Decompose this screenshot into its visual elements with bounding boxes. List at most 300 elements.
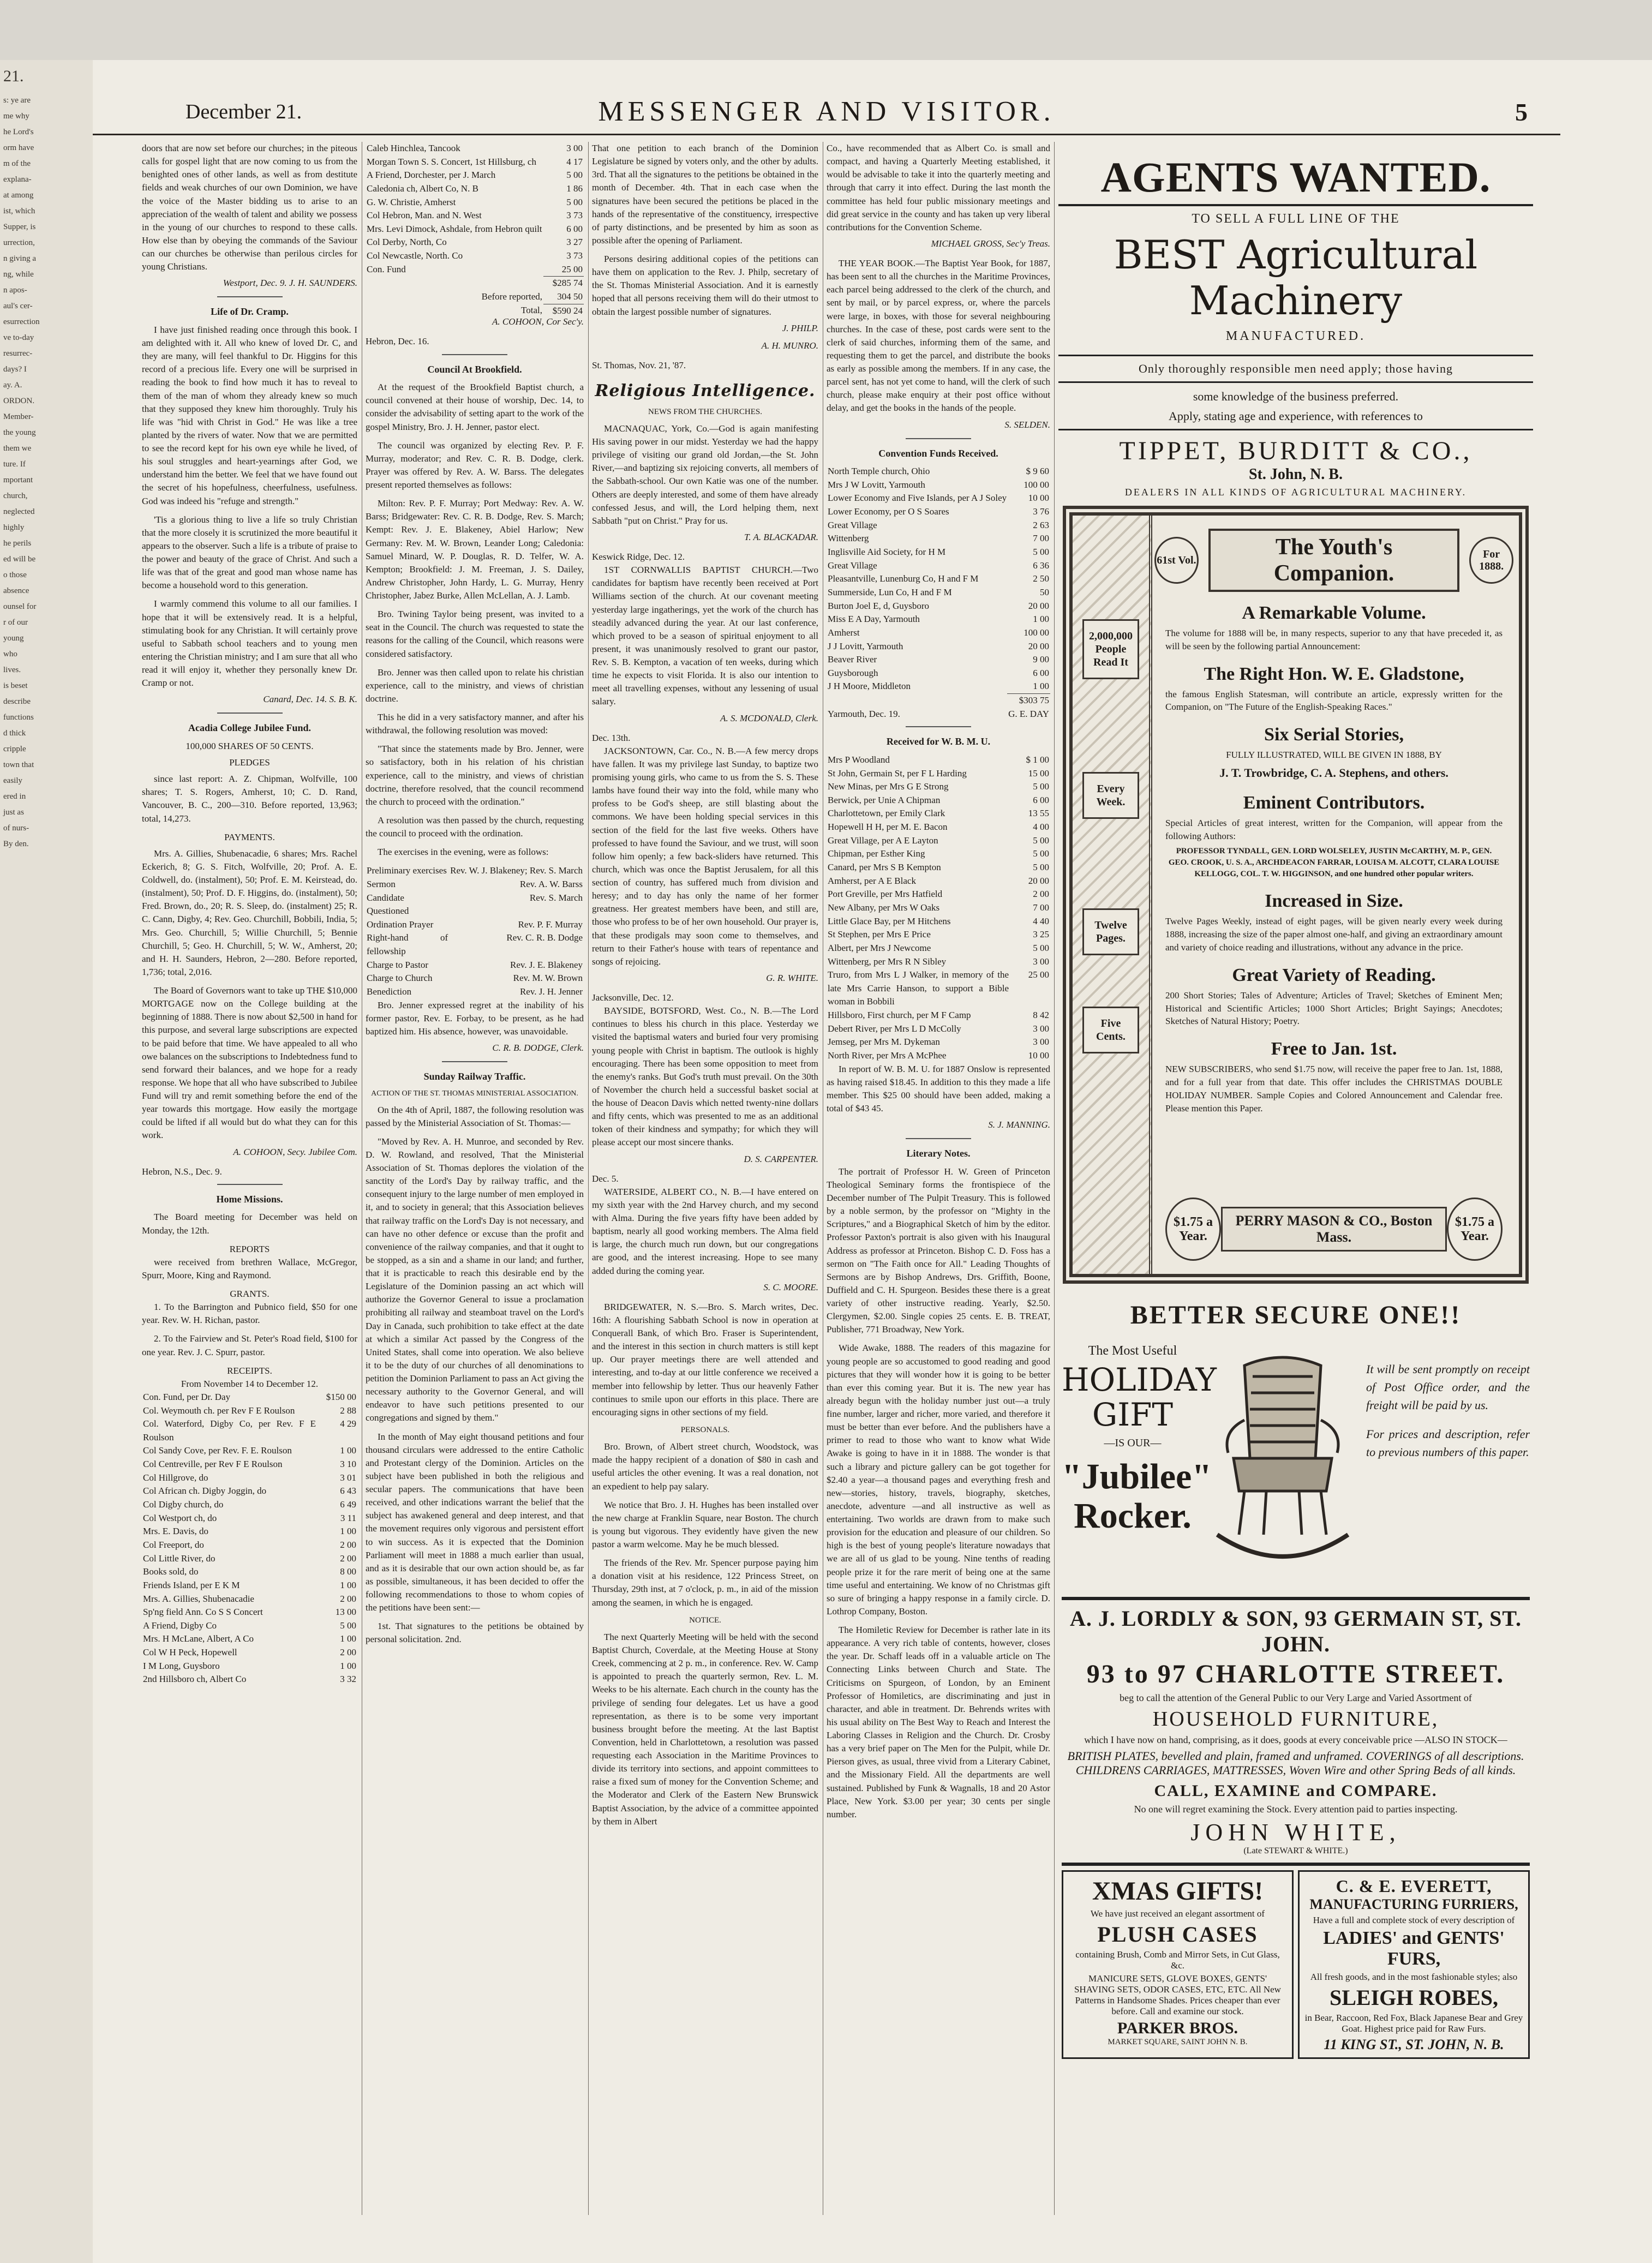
ad-heading: Six Serial Stories, <box>1264 725 1404 745</box>
table-row <box>142 1646 357 1660</box>
adjacent-page-fragment: Supper, is <box>3 223 36 231</box>
table-row <box>827 821 1050 834</box>
paragraph: THE YEAR BOOK.—The Baptist Year Book, for 1887, has been sent to all the churches in the Maritime Provinces, each parcel being addressed to the clerk of the church, and sent by mail, or by parcel express, or, where the parcels were large, in boxes, with those for several neighbouring churches. In the case of these, post cards were sent to the clerk of said churches, informing them of the same, and requesting them to get the parcel, and distribute the books as early as possible among the members. If in any case, the parcel sent, has not yet come to hand, will the clerk of such church, please make enquiry at their post office without delay, and get the books in the hands of the people. <box>827 258 1050 414</box>
xmas-gifts-ad <box>1062 1870 1294 2059</box>
ledger-entry: Great Village <box>828 519 877 530</box>
ledger-amount: 5 00 <box>1033 862 1049 873</box>
paragraph: Co., have recommended that as Albert Co. is small and compact, and having a Quarterly Meeting established, it would be advisable to take it into the quarterly meeting and through that carry it into effect. During the last month the committee has held four public missionary meetings and did great service in the county and has taken up very liberal contributions for the Convention Scheme. <box>827 143 1050 232</box>
ad-text: For prices and description, refer to previous numbers of this paper. <box>1366 1427 1530 1459</box>
ledger-amount: Rev. P. F. Murray <box>518 919 583 930</box>
ledger-entry: Mrs. A. Gillies, Shubenacadie <box>143 1593 254 1604</box>
paragraph: WATERSIDE, ALBERT CO., N. B.—I have entered on my sixth year with the 2nd Harvey church, and my second with Alma. During the five years fifty have been added by baptism, nearly all good working members. The Alma field is large, the church much run down, but our congregations are good, and the interest increasing. Hope to see many added during the coming year. <box>592 1186 818 1276</box>
ledger-amount: 5 00 <box>1033 848 1049 859</box>
signature: A. H. MUNRO. <box>761 340 818 351</box>
ad-text: which I have now on hand, comprising, as it does, goods at every conceivable price —ALSO IN STOCK— <box>1084 1734 1507 1745</box>
adjacent-page-fragment: ORDON. <box>3 397 35 405</box>
year-medallion: For 1888. <box>1469 537 1513 584</box>
ad-text: J. T. Trowbridge, C. A. Stephens, and others. <box>1219 765 1449 780</box>
ledger-amount: 10 00 <box>1028 493 1049 504</box>
headline-convention-funds: Convention Funds Received. <box>878 447 998 459</box>
price-badge: Five Cents. <box>1082 1007 1139 1053</box>
ledger-amount: 3 00 <box>1033 1023 1049 1034</box>
ledger-entry: Berwick, per Unie A Chipman <box>828 794 941 805</box>
table-row <box>142 1593 357 1606</box>
ledger-amount: 1 00 <box>1033 681 1049 692</box>
table-row <box>827 667 1050 680</box>
adjacent-page-fragment: Member- <box>3 412 34 421</box>
adjacent-page-strip <box>0 60 94 2263</box>
table-row <box>366 236 584 249</box>
paragraph: The friends of the Rev. Mr. Spencer purpose paying him a donation visit at his residence, 122 Princess Street, on Thursday, 29th inst, at 7 o'clock, p. m., in aid of the mission among the seamen, in which he is engaged. <box>592 1558 818 1608</box>
ledger-amount: 1 86 <box>566 183 583 194</box>
ledger-amount: 2 00 <box>340 1647 356 1658</box>
ledger-entry: Mrs. Levi Dimock, Ashdale, from Hebron quilt <box>367 223 542 234</box>
paragraph: Bro. Brown, of Albert street church, Woodstock, was made the happy recipient of a donation of $80 in cash and useful articles the other evening. It was a real donation, not an expedient to help pay salary. <box>592 1441 818 1492</box>
exercises-table <box>366 864 584 998</box>
table-row <box>366 891 584 918</box>
table-row <box>142 1471 357 1485</box>
ledger-amount: 15 00 <box>1028 768 1049 779</box>
ledger-entry: Col Hillgrove, do <box>143 1472 208 1483</box>
ad-firm-name: PARKER BROS. <box>1117 2019 1238 2037</box>
ledger-entry: Wittenberg, per Mrs R N Sibley <box>828 956 947 967</box>
divider <box>442 354 507 355</box>
adjacent-page-fragment: cripple <box>3 745 26 753</box>
table-row <box>827 694 1050 708</box>
ledger-amount: $150 00 <box>326 1391 356 1402</box>
table-row <box>366 169 584 182</box>
ad-heading: The Right Hon. W. E. Gladstone, <box>1204 663 1464 684</box>
ledger-amount: $ 1 00 <box>1026 754 1049 765</box>
ad-firm-name: TIPPET, BURDITT & CO., <box>1119 436 1473 465</box>
ledger-entry: Burton Joel E, d, Guysboro <box>828 600 930 611</box>
ledger-amount: $ 9 60 <box>1026 466 1049 477</box>
ledger-amount: 2 00 <box>340 1593 356 1604</box>
adjacent-page-fragment: aul's cer- <box>3 302 33 310</box>
signature: C. R. B. DODGE, Clerk. <box>492 1043 584 1053</box>
table-row <box>827 586 1050 600</box>
adjacent-page-fragment: o those <box>3 571 27 579</box>
adjacent-page-fragment: ered in <box>3 792 26 801</box>
signature: D. S. CARPENTER. <box>744 1153 818 1164</box>
ledger-entry: Col Centreville, per Rev F E Roulson <box>143 1459 283 1470</box>
paragraph: 'Tis a glorious thing to live a life so truly Christian that the more closely it is scrutinized the more beautiful it appears to the observer. Such a life is a tribute of praise to the power and beauty of the grace of Christ. And such a life was that of the great and good man whose name has become a household word to this generation. <box>142 514 357 591</box>
rocking-chair-illustration <box>1212 1349 1354 1578</box>
table-row <box>142 1632 357 1646</box>
price-medallion: $1.75 a Year. <box>1165 1198 1221 1261</box>
ledger-amount: 5 00 <box>340 1620 356 1631</box>
ad-text: All fresh goods, and in the most fashionable styles; also <box>1310 1972 1518 1982</box>
adjacent-page-fragment: n apos- <box>3 286 27 295</box>
ledger-entry: New Albany, per Mrs W Oaks <box>828 902 940 913</box>
table-row <box>366 985 584 999</box>
signature: Canard, Dec. 14. S. B. K. <box>263 694 357 705</box>
table-row <box>142 1538 357 1552</box>
table-row <box>827 968 1050 1009</box>
ledger-entry: Albert, per Mrs J Newcome <box>828 942 931 953</box>
ledger-amount: 6 00 <box>566 223 583 234</box>
adjacent-page-fragment: town that <box>3 761 34 769</box>
table-row <box>366 290 584 304</box>
signature: A. S. MCDONALD, Clerk. <box>720 713 818 723</box>
column-1 <box>142 142 357 2215</box>
ledger-entry: Col Newcastle, North. Co <box>367 250 463 261</box>
pages-badge: Twelve Pages. <box>1082 908 1139 955</box>
subtotal: $285 74 <box>543 277 584 290</box>
issue-date: December 21. <box>185 100 302 123</box>
ad-headline: BETTER SECURE ONE!! <box>1130 1301 1462 1330</box>
table-row <box>827 915 1050 929</box>
adjacent-page-fragment: church, <box>3 492 28 500</box>
ad-headline: SLEIGH ROBES, <box>1329 1985 1498 2010</box>
table-row <box>142 1552 357 1566</box>
paragraph: The exercises in the evening, were as follows: <box>378 847 549 858</box>
adjacent-page-fragment: who <box>3 650 17 658</box>
ledger-amount: 3 00 <box>1033 956 1049 967</box>
adjacent-page-fragment: By den. <box>3 840 29 848</box>
table-row <box>827 1009 1050 1022</box>
table-row <box>142 1606 357 1619</box>
adjacent-page-fragment: resurrec- <box>3 349 33 358</box>
ledger-entry: Col. Waterford, Digby Co, per Rev. F E Roulson <box>143 1418 316 1442</box>
paragraph: The Homiletic Review for December is rather late in its appearance. A very rich table of contents, however, closes the year. Dr. Schaff leads off in a valuable article on The Connecting Links between Church and State. The Criticisms on Spurgeon, of London, by an Eminent Professor of Homiletics, are discriminating and just in character, and able in treatment. Dr. Behrends writes with his usual ability on The Best Way to Reach and Interest the Laboring Classes in Religion and the Church. Dr. Crosby has a very brief paper on The Men for the Pulpit, while Dr. Pierson gives, as usual, three vivid from a Literary Cabinet, and the Missionary Field. All the departments are well sustained. Published by Funk & Wagnalls, 18 and 20 Astor Place, New York. $3.00 per year; 30 cents per single number. <box>827 1625 1050 1819</box>
ad-firm-name: JOHN WHITE, <box>1190 1819 1401 1846</box>
ledger-entry: New Minas, per Mrs G E Strong <box>828 781 949 792</box>
ad-text: containing Brush, Comb and Mirror Sets, in Cut Glass, &c. <box>1075 1949 1280 1971</box>
ledger-amount: Rev. J. E. Blakeney <box>510 959 583 970</box>
column-rule <box>588 142 589 2215</box>
table-row <box>366 142 584 155</box>
ledger-amount: 2 00 <box>340 1539 356 1550</box>
ledger-entry: Col African ch. Digby Joggin, do <box>143 1486 267 1496</box>
ad-headline: LADIES' and GENTS' FURS, <box>1323 1928 1505 1969</box>
ledger-amount: 1 00 <box>1033 614 1049 625</box>
amount: $303 75 <box>1007 694 1050 708</box>
paragraph: were received from brethren Wallace, McGregor, Spurr, Moore, King and Raymond. <box>142 1256 357 1280</box>
youths-companion-footer <box>1154 1198 1513 1261</box>
ledger-entry: Col W H Peck, Hopewell <box>143 1647 237 1658</box>
ledger-amount: 3 76 <box>1033 506 1049 517</box>
ledger-entry: Wittenberg <box>828 533 869 544</box>
ledger-entry: Great Village <box>828 560 877 571</box>
ledger-amount: 5 00 <box>1033 781 1049 792</box>
ad-text: The Most Useful <box>1088 1344 1177 1358</box>
ad-text: 200 Short Stories; Tales of Adventure; Articles of Travel; Sketches of Eminent Men; Historical and Scientific Articles; 1000 Short Articles; Bright Sayings; Anecdotes; Sketches of Natural History; Poetry. <box>1165 990 1503 1027</box>
ledger-entry: Debert River, per Mrs L D McColly <box>828 1023 961 1034</box>
adjacent-page-fragment: explana- <box>3 175 32 184</box>
receipts-table <box>142 1391 357 1686</box>
adjacent-page-fragment: easily <box>3 776 22 785</box>
table-row <box>142 1391 357 1404</box>
paragraph: The portrait of Professor H. W. Green of Princeton Theological Seminary forms the frontispiece of the December number of The Pulpit Treasury. This is followed by a noble sermon, by the professor on "Mighty in the Scriptures," and a Biographical Sketch of him by the editor. Professor Paxton's portrait is also given with his Inaugural Address as professor at Princeton. Bishop C. D. Foss has a sermon on "The Faith once for All." Leading Thoughts of Sermons are by Bishop Andrews, Drs. Griffith, Boone, Duffield and C. H. Spurgeon. Besides these there is a great variety of other instructive reading. Yearly, $2.50. Clergymen, $2.00. Single copies 25 cents. E. B. TREAT, Publisher, 771 Broadway, New York. <box>827 1166 1050 1335</box>
table-row <box>142 1525 357 1538</box>
ad-text: PROFESSOR TYNDALL, GEN. LORD WOLSELEY, JUSTIN McCARTHY, M. P., GEN. GEO. CROOK, U. S. A., ARCHDEACON FARRAR, LOUISA M. ALCOTT, CLARA LOUISE KELLOGG, COL. T. W. HIGGINSON, and one hundred other popular writers. <box>1168 847 1500 879</box>
adjacent-page-fragment: just as <box>3 808 24 817</box>
ledger-entry: A Friend, Dorchester, per J. March <box>367 170 496 181</box>
adjacent-page-fragment: urrection, <box>3 238 35 247</box>
signature: S. C. MOORE. <box>763 1282 818 1292</box>
receipts-table <box>366 142 584 276</box>
ad-text: MANUFACTURED. <box>1225 329 1366 343</box>
ledger-entry: Ordination Prayer <box>367 919 434 930</box>
ledger-amount: Rev. J. H. Jenner <box>519 986 583 997</box>
circulation-badge: 2,000,000 People Read It <box>1082 619 1139 679</box>
paragraph: Milton: Rev. P. F. Murray; Port Medway: Rev. A. W. Barss; Bridgewater: Rev. C. R. B. Dodge, Rev. S. March; Kempt: Rev. J. E. Blakeney, Abiel Harlow; New Germany: Rev. M. W. Brown, Leander Long; Caledonia: Samuel Minard, W. P. Douglas, R. D. Telfer, W. A. Kempton; Brookfield: J. M. Freeman, J. S. Dailey, Andrew Christopher, John Hardy, L. G. Murray, Henry Christopher, Jabez Burke, Allen McLellan, A. J. Lamb. <box>366 498 584 601</box>
table-row <box>827 680 1050 693</box>
adjacent-page-fragment: lives. <box>3 666 21 674</box>
ledger-amount: 3 11 <box>340 1512 356 1523</box>
table-row <box>366 972 584 985</box>
subhead: NOTICE. <box>689 1615 721 1625</box>
subhead: NEWS FROM THE CHURCHES. <box>648 407 762 416</box>
paragraph: A resolution was then passed by the church, requesting the council to proceed with the ordination. <box>366 815 584 839</box>
paragraph: I have just finished reading once through this book. I am delighted with it. All who knew of loved Dr. C, and they are many, will feel thankful to Dr. Higgins for this record of a precious life. Every one will be surprised in reading the book to find how much it has to reveal to them of the man of whom they already knew so much that they supposed they knew him thoroughly. Truly his life was "hid with Christ in God." He was like a tree planted by the rivers of water. Now that we are permitted to see the record kept for his own eye while he lived, of his soul struggles and heart-yearnings after God, we understand him the better. We feel that we have found out the secret of his hopefulness, cheerfulness, usefulness. God was indeed his "refuge and strength." <box>142 324 357 506</box>
table-row <box>827 600 1050 613</box>
divider <box>906 726 971 727</box>
table-row <box>827 546 1050 559</box>
ledger-amount: 13 55 <box>1028 808 1049 819</box>
table-row <box>827 753 1050 767</box>
label: Before reported, <box>481 291 542 302</box>
convention-funds-table <box>827 465 1050 693</box>
ledger-entry: Caledonia ch, Albert Co, N. B <box>367 183 478 194</box>
ad-text: Have a full and complete stock of every description of <box>1313 1915 1515 1925</box>
adjacent-page-fragment: ng, while <box>3 270 34 279</box>
ornamental-border <box>1073 516 1152 1274</box>
paragraph: 2. To the Fairview and St. Peter's Road field, $100 for one year. Rev. J. C. Spurr, pastor. <box>142 1333 357 1357</box>
paragraph: "That since the statements made by Bro. Jenner, were so satisfactory, both in his relation of his christian experience, call to the ministry, and views of christian doctrine, therefore resolved, that the council recommend the church to proceed with the ordination." <box>366 744 584 807</box>
ledger-entry: Charge to Pastor <box>367 959 429 970</box>
ad-text: TO SELL A FULL LINE OF THE <box>1192 212 1400 226</box>
subhead: PLEDGES <box>229 757 270 768</box>
ledger-entry: Sp'ng field Ann. Co S S Concert <box>143 1607 263 1618</box>
subhead: PERSONALS. <box>680 1425 730 1434</box>
subhead: 100,000 SHARES OF 50 CENTS. <box>185 740 314 751</box>
adjacent-page-fragment: he perils <box>3 539 32 548</box>
column-rule <box>1054 142 1055 2215</box>
youths-companion-ad <box>1063 506 1529 1284</box>
paragraph: That one petition to each branch of the Dominion Legislature be signed by voters only, and the other by adults. 3rd. That all the signatures to the petitions be obtained in the month of December. 4th. That in each case when the signatures have been secured the petitions be placed in the hands of the representative of the constituency, irrespective of party distinctions, and be presented by him as soon as possible after the opening of Parliament. <box>592 143 818 246</box>
paragraph: On the 4th of April, 1887, the following resolution was passed by the Ministerial Association of St. Thomas:— <box>366 1104 584 1128</box>
ad-headline: "Jubilee" Rocker. <box>1062 1456 1212 1536</box>
adjacent-page-fragment: ture. If <box>3 460 26 469</box>
label: Total, <box>521 305 542 316</box>
ledger-amount: 3 27 <box>566 237 583 248</box>
table-row <box>827 875 1050 888</box>
magazine-title: The Youth's Companion. <box>1208 529 1459 592</box>
paragraph: BRIDGEWATER, N. S.—Bro. S. March writes, Dec. 16th: A flourishing Sabbath School is now in operation at Conquerall Bank, of which Bro. Fraser is Superintendent, and the interest in this section in church matters is still kept up. Our prayer meetings there are well attended and interesting, and to-day at our little conference we received a member into fellowship by letter. Thus our heavenly Father continues to smile upon our efforts in this place. There are encouraging signs in other sections of my field. <box>592 1301 818 1417</box>
paragraph: In the month of May eight thousand petitions and four thousand circulars were addressed to the entire Catholic and Protestant clergy of the Dominion. Articles on the subject have been published in both the religious and secular papers. The communications that have been received, and other indications warrant the belief that the subject has awakened general and deep interest, and that the movement requires only vigorous and persistent effort to win success. As it is expected that the Dominion Parliament will meet in 1888 a much earlier than usual, and as it is desirable that our own action should be, as far as possible, simultaneous, it has been decided to offer the following recommendations to those to whom copies of the petitions have been sent:— <box>366 1431 584 1613</box>
table-row <box>827 708 1050 721</box>
adjacent-page-fragment: is beset <box>3 681 28 690</box>
ad-text: MANICURE SETS, GLOVE BOXES, GENTS' SHAVING SETS, ODOR CASES, ETC, ETC. All New Patterns in Handsome Shades. Prices cheaper than ever before. Call and examine our stock. <box>1074 1973 1281 2016</box>
adjacent-page-fragment: describe <box>3 697 31 706</box>
ledger-amount: 8 00 <box>340 1566 356 1577</box>
adjacent-page-fragment: mportant <box>3 476 33 484</box>
ledger-entry: Books sold, do <box>143 1566 199 1577</box>
table-row <box>827 532 1050 546</box>
paper-title: MESSENGER AND VISITOR. <box>598 96 1055 127</box>
signature: J. PHILP. <box>782 322 818 333</box>
table-row <box>827 505 1050 519</box>
ledger-amount: 1 00 <box>340 1633 356 1644</box>
ad-text: No one will regret examining the Stock. Every attention paid to parties inspecting. <box>1134 1804 1458 1815</box>
column-3 <box>592 142 818 2215</box>
ledger-entry: Canard, per Mrs S B Kempton <box>828 862 941 873</box>
table-row <box>366 931 584 958</box>
ledger-amount: 20 00 <box>1028 875 1049 886</box>
ledger-entry: Col Sandy Cove, per Rev. F. E. Roulson <box>143 1445 292 1456</box>
dateline: Keswick Ridge, Dec. 12. <box>592 552 685 562</box>
headline-literary: Literary Notes. <box>906 1148 971 1159</box>
paragraph: The Board of Governors want to take up THE $10,000 MORTGAGE now on the College building at the beginning of 1888. There is now about $2,500 in hand for this purpose, and several large subscriptions are expected to be paid before that time. We have appealed to all who owe balances on the subscriptions to Indebtedness fund to send forward their balances, and we hope for a ready response. We hope that all who have subscribed to Jubilee Fund will try and remit something before the end of the year towards this mortgage. How easily the mortgage could be lifted if all would but do what they can for this work. <box>142 985 357 1141</box>
ledger-amount: 25 00 <box>1028 969 1049 980</box>
ad-text: FULLY ILLUSTRATED, WILL BE GIVEN IN 1888, BY <box>1226 750 1442 761</box>
table-row <box>827 955 1050 969</box>
ad-text: NEW SUBSCRIBERS, who send $1.75 now, will receive the paper free to Jan. 1st, 1888, and for a full year from that date. This offer includes the CHRISTMAS DOUBLE HOLIDAY NUMBER. Sample Copies and Colored Announcement and Calendar free. Please mention this Paper. <box>1165 1064 1503 1113</box>
ledger-amount: 1 00 <box>340 1445 356 1456</box>
ad-text: the famous English Statesman, will contribute an article, expressly written for the Companion, on "The Future of the English-Speaking Races." <box>1165 689 1503 713</box>
adjacent-page-fragment: esurrection <box>3 318 40 326</box>
signature: G. E. DAY <box>1008 708 1049 719</box>
ledger-amount: 20 00 <box>1028 600 1049 611</box>
ledger-amount: 2 00 <box>340 1553 356 1564</box>
signature: T. A. BLACKADAR. <box>744 531 818 542</box>
price-medallion: $1.75 a Year. <box>1447 1198 1503 1261</box>
adjacent-page-fragment: at among <box>3 191 34 200</box>
adjacent-page-fragment: ed will be <box>3 555 36 564</box>
table-row <box>142 1484 357 1498</box>
signature: A. COHOON, Secy. Jubilee Com. <box>233 1146 357 1157</box>
signature: Westport, Dec. 9. J. H. SAUNDERS. <box>223 278 357 289</box>
table-row <box>827 847 1050 861</box>
adjacent-page-fragment: d thick <box>3 729 26 738</box>
table-row <box>366 223 584 236</box>
ledger-entry: Benediction <box>367 986 412 997</box>
ledger-entry: Truro, from Mrs L J Walker, in memory of the late Mrs Carrie Hanson, to support a Bible woman in Bobbili <box>828 969 1009 1007</box>
table-row <box>366 182 584 196</box>
ledger-entry: Col Derby, North, Co <box>367 237 447 248</box>
subhead: GRANTS. <box>230 1289 270 1300</box>
ledger-entry: St Stephen, per Mrs E Price <box>828 929 931 940</box>
ledger-entry: Col Digby church, do <box>143 1499 224 1510</box>
ad-text: We have just received an elegant assortment of <box>1090 1908 1265 1919</box>
volume-medallion: 61st Vol. <box>1154 537 1199 584</box>
ledger-amount: 3 10 <box>340 1459 356 1470</box>
ad-text: Twelve Pages Weekly, instead of eight pages, will be given nearly every week during 1888, increasing the size of the paper almost one-half, and giving an extraordinary amount and variety of choice reading and illustrations, without any advance in the price. <box>1165 916 1503 953</box>
divider <box>906 1138 971 1139</box>
ledger-amount: 5 00 <box>1033 547 1049 558</box>
ledger-amount: 2 88 <box>340 1405 356 1416</box>
adjacent-page-fragment: ay. A. <box>3 381 22 390</box>
ad-headline: HOUSEHOLD FURNITURE, <box>1152 1708 1439 1731</box>
divider <box>217 1184 283 1185</box>
table-row <box>142 1579 357 1593</box>
ad-text: It will be sent promptly on receipt of Post Office order, and the freight will be paid by us. <box>1366 1362 1530 1412</box>
ad-headline: CALL, EXAMINE and COMPARE. <box>1154 1782 1438 1800</box>
dateline: Jacksonville, Dec. 12. <box>592 992 674 1003</box>
adjacent-page-number: 21. <box>3 67 24 85</box>
adjacent-page-fragment: m of the <box>3 159 31 168</box>
table-row <box>142 1498 357 1512</box>
ledger-amount: 4 17 <box>566 156 583 167</box>
table-row <box>827 465 1050 478</box>
paragraph: Mrs. A. Gillies, Shubenacadie, 6 shares; Mrs. Rachel Eckerich, 8; G. S. Fitch, Wolfville, 20; Prof. A. E. Coldwell, do. (instalment), 50; Prof. E. M. Keirstead, do. (instalment), 50; Prof. D. F. Higgins, do. (instalment), 50; Fred. Brown, do., 20; R. S. Sleep, do. (instalment) 25; R. C. Cann, Digby, 4; Rev. Geo. Churchill, Bobbili, India, 5; Mrs. Geo. Churchill, 5; Willie Churchill, 5; Bennie Churchill, 5; Geo. H. Churchill, 5; W. W., Amherst, 20; and H. H. Saunders, Hebron, 2—280. Before reported, 1,736; total, 2,016. <box>142 848 357 977</box>
ledger-entry: J J Lovitt, Yarmouth <box>828 640 903 651</box>
ledger-entry: Amherst, per A E Black <box>828 875 916 886</box>
dateline: St. Thomas, Nov. 21, '87. <box>592 360 686 370</box>
signature: G. R. WHITE. <box>766 972 818 983</box>
divider <box>906 438 971 439</box>
ledger-entry: Right-hand of fellowship <box>367 932 448 957</box>
ledger-amount: 5 00 <box>1033 942 1049 953</box>
adjacent-page-fragment: n giving a <box>3 254 36 263</box>
everett-furriers-ad <box>1298 1870 1530 2059</box>
youths-companion-body <box>1154 516 1513 1274</box>
table-row <box>827 928 1050 942</box>
table-row <box>827 1022 1050 1036</box>
ad-text: Apply, stating age and experience, with references to <box>1058 409 1533 430</box>
bottom-ads-row <box>1062 1870 1530 2059</box>
ledger-amount: 100 00 <box>1023 627 1049 638</box>
ledger-entry: Col Hebron, Man. and N. West <box>367 210 482 221</box>
table-row <box>827 1035 1050 1049</box>
ledger-entry: Mrs. E. Davis, do <box>143 1526 208 1537</box>
table-row <box>827 794 1050 807</box>
ad-heading: Free to Jan. 1st. <box>1271 1039 1397 1059</box>
paragraph: Bro. Jenner expressed regret at the inability of his former pastor, Rev. E. Forbay, to be present, as he had baptized him. His absence, however, was unavoidable. <box>366 999 584 1037</box>
page-number: 5 <box>1515 98 1528 126</box>
ad-text: beg to call the attention of the General Public to our Very Large and Varied Assortment of <box>1120 1692 1472 1703</box>
ledger-entry: 2nd Hillsboro ch, Albert Co <box>143 1674 247 1685</box>
ledger-entry: I M Long, Guysboro <box>143 1660 220 1671</box>
ad-address: 11 KING ST., ST. JOHN, N. B. <box>1324 2037 1504 2052</box>
ledger-amount: 5 00 <box>566 196 583 207</box>
table-row <box>827 861 1050 875</box>
masthead <box>93 90 1560 135</box>
ad-firm-name: A. J. LORDLY & SON, 93 GERMAIN ST, ST. JOHN. <box>1069 1606 1522 1656</box>
ad-text: DEALERS IN ALL KINDS OF AGRICULTURAL MACHINERY. <box>1124 487 1467 498</box>
ledger-entry: Mrs J W Lovitt, Yarmouth <box>828 479 925 490</box>
ad-headline: BEST Agricultural Machinery <box>1114 232 1478 324</box>
paragraph: 1st. That signatures to the petitions be obtained by personal solicitation. 2nd. <box>366 1621 584 1645</box>
table-row <box>827 613 1050 626</box>
ledger-entry: Friends Island, per E K M <box>143 1579 240 1590</box>
wbmu-table <box>827 753 1050 1063</box>
paragraph: Bro. Jenner was then called upon to relate his christian experience, call to the ministry, and views of christian doctrine. <box>366 667 584 704</box>
amount: $590 24 <box>543 304 584 318</box>
ledger-amount: 4 29 <box>340 1418 356 1429</box>
ledger-amount: 8 42 <box>1033 1010 1049 1021</box>
table-row <box>827 888 1050 901</box>
article-continuation: doors that are now set before our churches; in the piteous calls for gospel light that are now coming to us from the benighted ones of other lands, as well as from destitute fields and weak churches of our own Dominion, we have the voice of the Master bidding us to arise to an appreciation of the wealth of talent and ability we possess in the young of our churches to respond to these calls. How else than by obeying the commands of the Saviour can our churches be otherwise than perilous circles for young Christians. <box>142 143 357 272</box>
ledger-amount: 7 00 <box>1033 533 1049 544</box>
ledger-amount: 3 73 <box>566 210 583 221</box>
adjacent-page-fragment: functions <box>3 713 34 722</box>
ad-headline: AGENTS WANTED. <box>1058 153 1533 206</box>
ledger-entry: Amherst <box>828 627 860 638</box>
paragraph: This he did in a very satisfactory manner, and after his withdrawal, the following resolution was moved: <box>366 712 584 736</box>
table-row <box>142 1458 357 1471</box>
ad-address: St. John, N. B. <box>1249 466 1343 483</box>
table-row <box>827 640 1050 654</box>
adjacent-page-fragment: he Lord's <box>3 128 34 136</box>
signature: MICHAEL GROSS, Sec'y Treas. <box>931 238 1050 249</box>
ad-text: (Late STEWART & WHITE.) <box>1243 1846 1348 1855</box>
table-row <box>827 626 1050 640</box>
subhead: ACTION OF THE ST. THOMAS MINISTERIAL ASSOCIATION. <box>371 1089 578 1098</box>
paragraph: The next Quarterly Meeting will be held with the second Baptist Church, Coverdale, at the Meeting House at Stony Creek, commencing at 2 p. m., in conference. Rev. W. Camp is appointed to preach the quarterly sermon, Rev. L. M. Weeks to be his alternate. Each church in the county has the privilege of sending four delegates. Let us have a good representation, as there is to be some very important business brought before the meeting. At the last Baptist Convention, held in Charlottetown, a resolution was passed requesting each Association in the Maritime Provinces to divide its territory into sections, and appoint committees to raise a fixed sum of money for the Convention Scheme; and the Moderator and Clerk of the Eastern New Brunswick Baptist Association, by the advice of a committee appointed by them in Albert <box>592 1631 818 1827</box>
